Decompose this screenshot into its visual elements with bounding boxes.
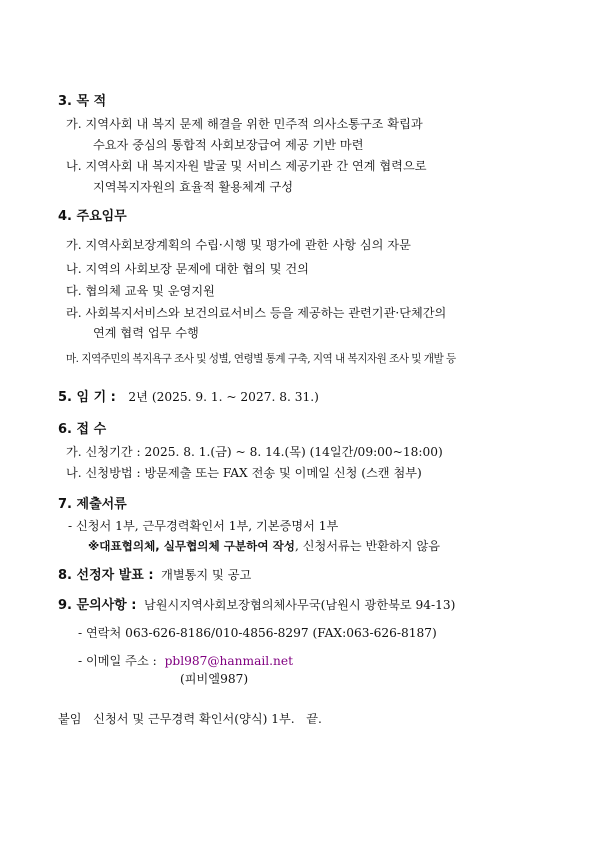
purpose-item-ga-cont: 수요자 중심의 통합적 사회보장급여 제공 기반 마련: [93, 138, 364, 152]
section-selection: [58, 567, 251, 584]
section-duties-heading: 4. 주요임무: [58, 209, 127, 224]
purpose-item-na: 나. 지역사회 내 복지자원 발굴 및 서비스 제공기관 간 연계 협력으로: [66, 159, 427, 173]
inquiry-email-reading: (피비엘987): [180, 672, 249, 686]
inquiry-heading: 9. 문의사항 :: [58, 598, 137, 613]
section-purpose-heading: 3. 목 적: [58, 94, 107, 109]
duties-item-ra: 라. 사회복지서비스와 보건의료서비스 등을 제공하는 관련기관·단체간의: [66, 306, 447, 320]
documents-note: [88, 538, 440, 554]
documents-note-rest: , 신청서류는 반환하지 않음: [294, 539, 440, 553]
duties-item-da: 다. 협의체 교육 및 운영지원: [66, 284, 215, 298]
term-value: 2년 (2025. 9. 1. ~ 2027. 8. 31.): [128, 390, 319, 404]
duties-item-na: 나. 지역의 사회보장 문제에 대한 협의 및 건의: [66, 262, 309, 276]
section-reception-heading: 6. 접 수: [58, 422, 107, 437]
attachment-note: 붙임 신청서 및 근무경력 확인서(양식) 1부. 끝.: [58, 712, 322, 726]
duties-item-ma: 마. 지역주민의 복지욕구 조사 및 성별, 연령별 통계 구축, 지역 내 복지자원 조사 및 개발 등: [66, 353, 456, 365]
selection-value: 개별통지 및 공고: [161, 568, 252, 582]
inquiry-email-line: [78, 653, 293, 669]
purpose-item-na-cont: 지역복지자원의 효율적 활용체계 구성: [93, 180, 293, 194]
reception-method: 나. 신청방법 : 방문제출 또는 FAX 전송 및 이메일 신청 (스캔 첨부): [66, 466, 422, 480]
section-inquiry: [58, 597, 455, 614]
term-heading: 5. 임 기 :: [58, 390, 116, 405]
documents-list: - 신청서 1부, 근무경력확인서 1부, 기본증명서 1부: [68, 519, 339, 533]
inquiry-email-label: - 이메일 주소 :: [78, 654, 157, 668]
purpose-item-ga: 가. 지역사회 내 복지 문제 해결을 위한 민주적 의사소통구조 확립과: [66, 117, 423, 131]
inquiry-email-link[interactable]: pbl987@hanmail.net: [164, 654, 293, 668]
documents-note-bold: ※대표협의체, 실무협의체 구분하여 작성: [88, 539, 295, 553]
section-documents-heading: 7. 제출서류: [58, 497, 127, 512]
duties-item-ra-cont: 연계 협력 업무 수행: [93, 326, 199, 340]
selection-heading: 8. 선정자 발표 :: [58, 568, 154, 583]
duties-item-ga: 가. 지역사회보장계획의 수립·시행 및 평가에 관한 사항 심의 자문: [66, 238, 411, 252]
inquiry-office: 남원시지역사회보장협의체사무국(남원시 광한북로 94-13): [144, 598, 456, 612]
inquiry-contact: - 연락처 063-626-8186/010-4856-8297 (FAX:063-626-8187): [78, 626, 437, 640]
section-term: [58, 389, 319, 406]
reception-period: 가. 신청기간 : 2025. 8. 1.(금) ~ 8. 14.(목) (14일간/09:00~18:00): [66, 445, 443, 459]
